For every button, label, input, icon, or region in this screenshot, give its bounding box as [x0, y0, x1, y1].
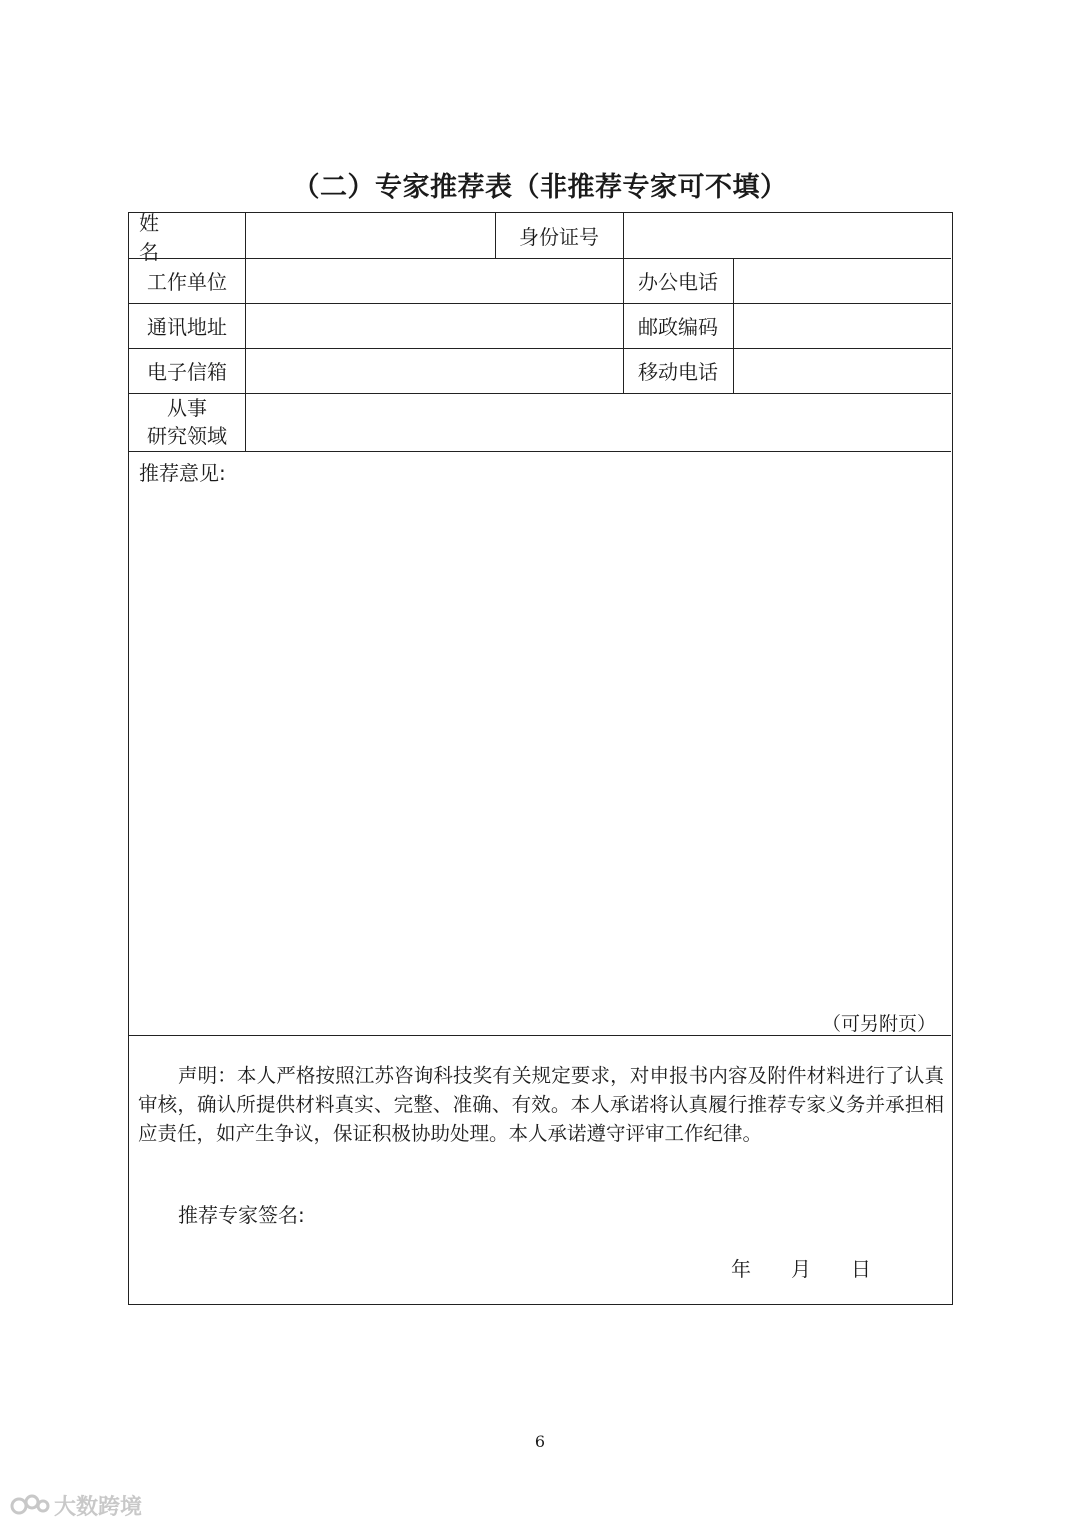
- date-month-label: 月: [791, 1257, 811, 1281]
- date-day-label: 日: [851, 1257, 871, 1281]
- email-field[interactable]: [246, 349, 622, 392]
- research-field-label: [129, 393, 245, 451]
- research-field-label-line2: 研究领域: [147, 424, 227, 448]
- signature-field[interactable]: [309, 1191, 709, 1231]
- expert-recommendation-form: [128, 212, 953, 1305]
- postcode-label: 邮政编码: [638, 315, 718, 339]
- watermark-text: 大数跨境: [54, 1495, 143, 1520]
- page-title: （二）专家推荐表（非推荐专家可不填）: [292, 172, 788, 203]
- date-year-label: 年: [731, 1257, 751, 1281]
- attach-page-note: （可另附页）: [821, 1013, 936, 1035]
- research-field-input[interactable]: [246, 394, 950, 450]
- watermark: [10, 1490, 142, 1521]
- recommendation-opinion-area[interactable]: [130, 483, 950, 1003]
- name-field[interactable]: [246, 214, 494, 257]
- address-label: 通讯地址: [147, 315, 227, 339]
- date-line: [731, 1253, 871, 1282]
- mobile-field[interactable]: [734, 349, 950, 392]
- office-phone-field[interactable]: [734, 259, 950, 302]
- mobile-label: 移动电话: [638, 360, 718, 384]
- office-phone-label: 办公电话: [638, 270, 718, 294]
- id-number-field[interactable]: [624, 214, 950, 257]
- row-divider: [129, 451, 951, 452]
- name-label: 姓 名: [139, 210, 223, 264]
- signature-label: 推荐专家签名:: [178, 1203, 305, 1227]
- research-field-label-line1: 从事: [167, 396, 207, 420]
- logo-icon: [10, 1492, 50, 1520]
- employer-field[interactable]: [246, 259, 622, 302]
- email-label: 电子信箱: [147, 360, 227, 384]
- address-field[interactable]: [246, 304, 622, 347]
- page-number: 6: [534, 1432, 546, 1451]
- id-number-label: 身份证号: [519, 225, 599, 249]
- declaration-text: 声明：本人严格按照江苏咨询科技奖有关规定要求，对申报书内容及附件材料进行了认真审核，确认所提供材料真实、完整、准确、有效。本人承诺将认真履行推荐专家义务并承担相应责任，如产生争议，保证积极协助处理。本人承诺遵守评审工作纪律。: [138, 1064, 944, 1145]
- postcode-field[interactable]: [734, 304, 950, 347]
- recommendation-opinion-label: 推荐意见:: [139, 461, 226, 485]
- employer-label: 工作单位: [147, 270, 227, 294]
